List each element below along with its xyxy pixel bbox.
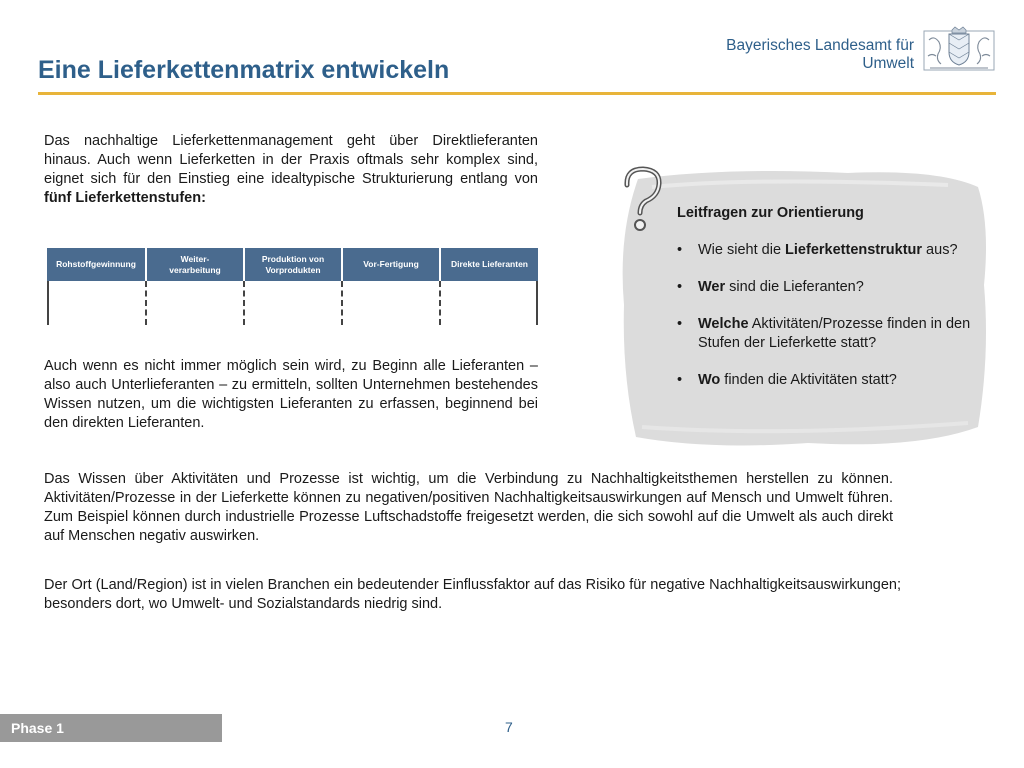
- matrix-divider: [243, 281, 245, 325]
- bavarian-crest-icon: [922, 26, 996, 72]
- organization-name-line2: Umwelt: [862, 55, 914, 72]
- phase-label: Phase 1: [0, 714, 222, 742]
- supply-chain-matrix: [47, 248, 538, 325]
- question-text: Aktivitäten/Prozesse finden in den Stufen der Lieferkette statt?: [698, 316, 971, 351]
- intro-bold-text: fünf Lieferkettenstufen:: [44, 190, 206, 206]
- question-item: [677, 241, 977, 260]
- intro-text: Das nachhaltige Lieferkettenmanagement geht über Direktlieferanten hinaus. Auch wenn Lieferketten in der Praxis oftmals sehr komplex sind, eignet sich für den Einstieg eine idealtypische Strukturierung entlang von: [44, 133, 538, 187]
- intro-paragraph: [44, 132, 538, 208]
- question-text: aus?: [922, 242, 958, 258]
- guiding-questions-box: [618, 165, 990, 450]
- question-bold: Lieferkettenstruktur: [785, 242, 923, 258]
- matrix-divider: [536, 281, 538, 325]
- question-list: [677, 241, 977, 408]
- callout-title: Leitfragen zur Orientierung: [677, 205, 864, 221]
- page-number: 7: [505, 719, 513, 735]
- organization-name: [726, 37, 914, 73]
- question-text: sind die Lieferanten?: [725, 279, 864, 295]
- question-bold: Wer: [698, 279, 726, 295]
- question-text: Wie sieht die: [698, 242, 786, 258]
- question-text: finden die Aktivitäten statt?: [720, 372, 897, 388]
- question-mark-icon: [618, 165, 668, 237]
- matrix-header-produktion: Produktion von Vorprodukten: [245, 248, 341, 281]
- matrix-header-weiterverarbeitung: Weiter- verarbeitung: [147, 248, 243, 281]
- matrix-header-rohstoffgewinnung: Rohstoffgewinnung: [47, 248, 145, 281]
- paragraph-activities: Das Wissen über Aktivitäten und Prozesse ist wichtig, um die Verbindung zu Nachhaltigkeitsthemen herstellen zu können. Aktivitäten/Prozesse in der Lieferkette können zu negativen/positiven Nachhaltigkeitsauswirkungen auf Mensch und Umwelt führen. Zum Beispiel können durch industrielle Prozesse Luftschadstoffe freigesetzt werden, die sich sowohl auf die Umwelt als auch direkt auf Menschen negativ auswirken.: [44, 471, 893, 544]
- question-item: [677, 371, 977, 390]
- matrix-divider: [145, 281, 147, 325]
- question-bold: Welche: [698, 316, 749, 332]
- question-item: [677, 278, 977, 297]
- question-bold: Wo: [698, 372, 721, 388]
- matrix-header-direkte-lieferanten: Direkte Lieferanten: [441, 248, 538, 281]
- question-item: [677, 315, 977, 353]
- matrix-divider: [47, 281, 49, 325]
- page-title: Eine Lieferkettenmatrix entwickeln: [38, 56, 450, 84]
- paragraph-suppliers: Auch wenn es nicht immer möglich sein wird, zu Beginn alle Lieferanten – also auch Unterlieferanten – zu ermitteln, sollten Unternehmen bestehendes Wissen nutzen, um die wichtigsten Lieferanten zu erfassen, beginnend bei den direkten Lieferanten.: [44, 358, 538, 431]
- matrix-header-vorfertigung: Vor-Fertigung: [343, 248, 439, 281]
- paragraph-location: Der Ort (Land/Region) ist in vielen Branchen ein bedeutender Einflussfaktor auf das Risiko für negative Nachhaltigkeitsauswirkungen; besonders dort, wo Umwelt- und Sozialstandards niedrig sind.: [44, 577, 901, 612]
- matrix-divider: [439, 281, 441, 325]
- matrix-divider: [341, 281, 343, 325]
- title-underline: [38, 92, 996, 95]
- organization-name-line1: Bayerisches Landesamt für: [726, 37, 914, 54]
